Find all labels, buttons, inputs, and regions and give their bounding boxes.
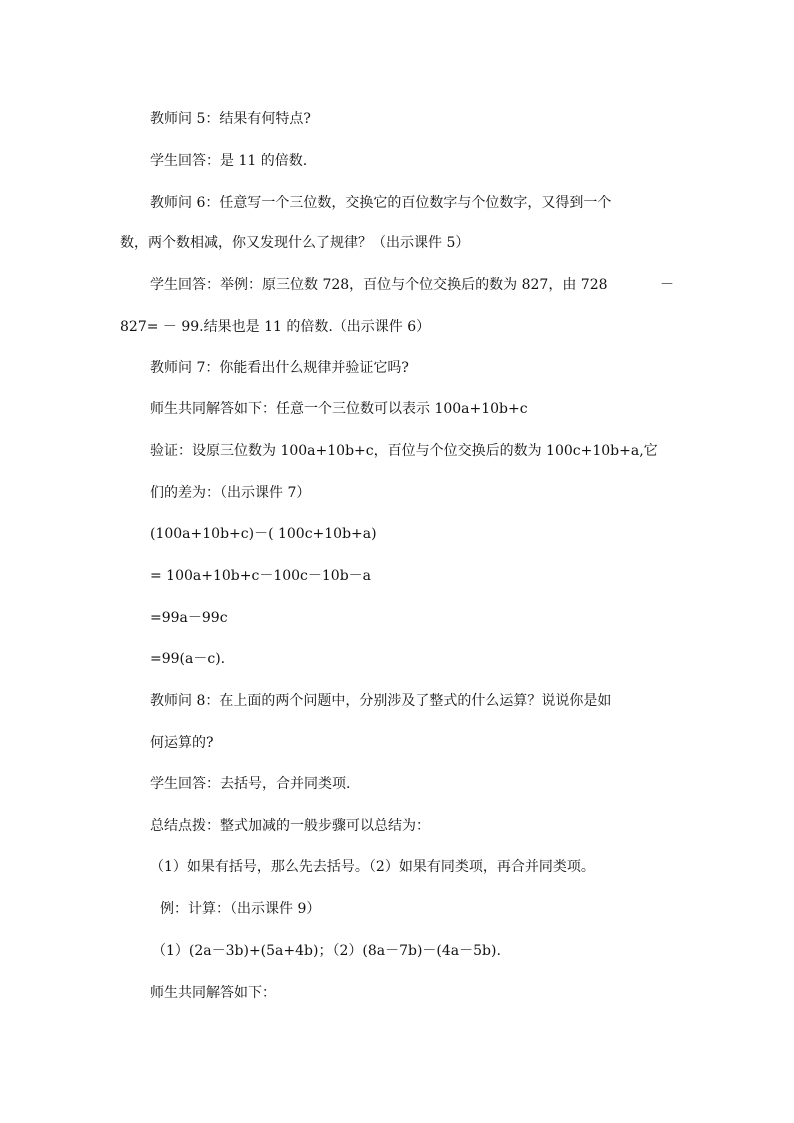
example-problems: （1）(2a－3b)+(5a+4b)；（2）(8a－7b)－(4a－5b).: [152, 943, 501, 959]
student-answer-5: 学生回答：是 11 的倍数.: [150, 153, 308, 169]
joint-solution: 师生共同解答如下：: [150, 985, 276, 1001]
teacher-question-6-continued: 数，两个数相减，你又发现什么了规律？（出示课件 5）: [120, 235, 470, 251]
joint-answer: 师生共同解答如下：任意一个三位数可以表示 100a+10b+c: [150, 401, 528, 417]
minus-sign: －: [660, 277, 674, 293]
teacher-question-5: 教师问 5：结果有何特点?: [150, 111, 311, 127]
verification: 验证：设原三位数为 100a+10b+c，百位与个位交换后的数为 100c+10b+a,它: [150, 443, 658, 459]
example: 例：计算：（出示课件 9）: [160, 901, 321, 917]
teacher-question-8-continued: 何运算的?: [150, 735, 214, 751]
equation-step-1: (100a+10b+c)－( 100c+10b+a): [150, 526, 377, 542]
student-answer-8: 学生回答：去括号，合并同类项.: [150, 776, 351, 792]
student-answer-6-text: 学生回答：举例：原三位数 728，百位与个位交换后的数为 827，由 728: [150, 277, 608, 293]
equation-step-3: =99a－99c: [150, 610, 228, 626]
teacher-question-6: 教师问 6：任意写一个三位数，交换它的百位数字与个位数字，又得到一个: [150, 195, 612, 211]
equation-step-2: = 100a+10b+c－100c－10b－a: [150, 568, 372, 584]
summary: 总结点拨：整式加减的一般步骤可以总结为：: [150, 818, 430, 834]
student-answer-6: [150, 275, 674, 295]
verification-continued: 们的差为：（出示课件 7）: [150, 485, 311, 501]
equation-step-4: =99(a－c).: [150, 651, 226, 667]
teacher-question-8: 教师问 8：在上面的两个问题中，分别涉及了整式的什么运算？说说你是如: [150, 693, 612, 709]
student-answer-6-continued: 827= － 99.结果也是 11 的倍数.（出示课件 6）: [120, 319, 431, 335]
summary-steps: （1）如果有括号，那么先去括号。（2）如果有同类项，再合并同类项。: [150, 859, 595, 875]
teacher-question-7: 教师问 7：你能看出什么规律并验证它吗?: [150, 360, 409, 376]
